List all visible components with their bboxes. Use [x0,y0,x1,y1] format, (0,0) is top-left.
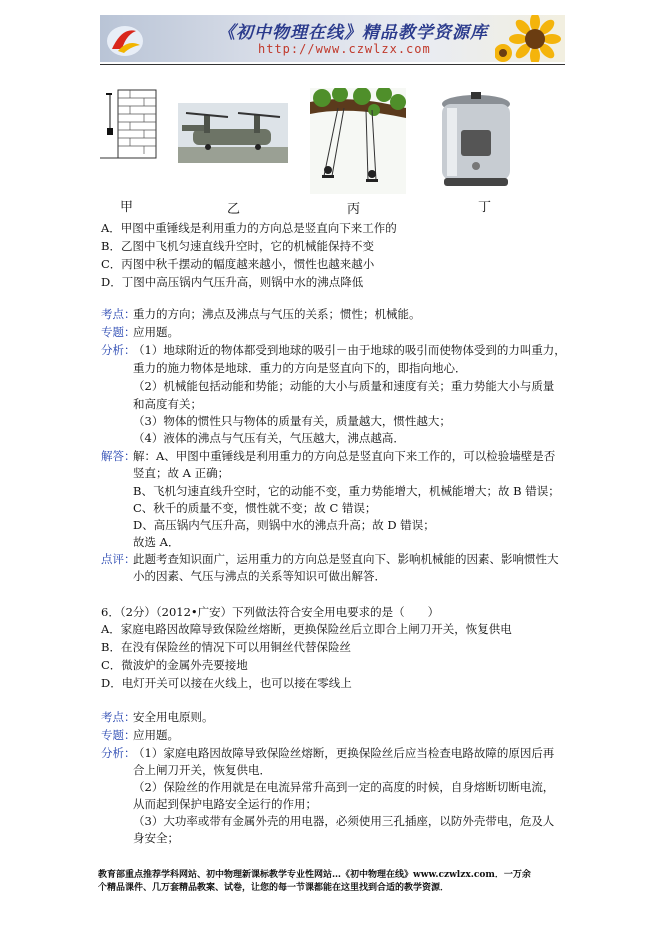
q6-stem: 6．（2分）（2012•广安）下列做法符合安全用电要求的是（ ） [101,605,440,619]
q6-fenxi-line: 身安全； [133,831,179,845]
q6-zhuanti-text: 应用题。 [133,728,179,742]
figure-label-yi: 乙 [227,202,241,217]
q5-fenxi-line: （4）液体的沸点与气压有关，气压越大，沸点越高． [133,431,405,445]
q6-fenxi-line: （1）家庭电路因故障导致保险丝熔断，更换保险丝后应当检查电路故障的原因后再 [133,746,555,760]
site-logo-icon [104,19,146,59]
q5-jieda-label: 解答： [101,449,136,463]
q5-option-d: D．丁图中高压锅内气压升高，则锅中水的沸点降低 [101,275,364,289]
q6-zhuanti-label: 专题： [101,728,136,742]
figure-pressure-cooker [435,90,517,190]
q6-fenxi-line: 从而起到保护电路安全运行的作用； [133,797,317,811]
q5-zhuanti-text: 应用题。 [133,325,179,339]
banner-url[interactable]: http://www.czwlzx.com [258,42,431,56]
q5-fenxi-line: （1）地球附近的物体都受到地球的吸引－由于地球的吸引而使物体受到的力叫重力， [133,343,566,357]
q5-zhuanti-label: 专题： [101,325,136,339]
q5-fenxi-label: 分析： [101,343,136,357]
q5-fenxi-line: 重力的施力物体是地球．重力的方向是竖直向下的，即指向地心． [133,361,467,375]
q5-jieda-line: C、秋千的质量不变，惯性就不变；故 C 错误； [133,501,377,515]
q5-jieda-line: 竖直；故 A 正确； [133,466,230,480]
footer-line-1: 教育部重点推荐学科网站、初中物理新课标教学专业性网站…《初中物理在线》www.czwlzx.com．一万余 [98,870,531,880]
q6-kaodian-text: 安全用电原则。 [133,710,214,724]
q6-kaodian-label: 考点： [101,710,136,724]
q5-fenxi-line: 和高度有关； [133,397,202,411]
q5-option-a: A．甲图中重锤线是利用重力的方向总是竖直向下来工作的 [101,221,397,235]
figure-swing [310,88,406,194]
site-banner [100,15,565,62]
q5-jieda-line: 解：A、甲图中重锤线是利用重力的方向总是竖直向下来工作的，可以检验墙壁是否 [133,449,556,463]
banner-divider [100,64,565,65]
sunflower-icon [495,15,565,62]
q5-option-b: B．乙图中飞机匀速直线升空时，它的机械能保持不变 [101,239,374,253]
q6-option-b: B．在没有保险丝的情况下可以用铜丝代替保险丝 [101,640,351,654]
q6-option-a: A．家庭电路因故障导致保险丝熔断，更换保险丝后立即合上闸刀开关，恢复供电 [101,622,512,636]
q6-fenxi-line: 合上闸刀开关，恢复供电． [133,763,271,777]
q5-option-c: C．丙图中秋千摆动的幅度越来越小，惯性也越来越小 [101,257,375,271]
q5-kaodian-text: 重力的方向；沸点及沸点与气压的关系；惯性；机械能。 [133,307,421,321]
q6-fenxi-line: （2）保险丝的作用就是在电流异常升高到一定的高度的时候，自身熔断切断电流， [133,780,555,794]
q5-kaodian-label: 考点： [101,307,136,321]
banner-title: 《初中物理在线》精品教学资源库 [218,23,488,43]
q5-dianping-line: 此题考查知识面广，运用重力的方向总是竖直向下、影响机械能的因素、影响惯性大 [133,552,559,566]
figure-label-ding: 丁 [478,200,492,215]
figure-label-bing: 丙 [347,202,361,217]
q5-fenxi-line: （3）物体的惯性只与物体的质量有关，质量越大，惯性越大； [133,414,451,428]
figure-tiltrotor-aircraft [178,103,288,163]
figure-label-jia: 甲 [120,200,134,215]
q5-dianping-label: 点评： [101,552,136,566]
q6-fenxi-line: （3）大功率或带有金属外壳的用电器，必须使用三孔插座，以防外壳带电，危及人 [133,814,555,828]
footer-line-2: 个精品课件、几万套精品教案、试卷，让您的每一节课都能在这里找到合适的教学资源． [98,883,450,893]
q5-jieda-line: D、高压锅内气压升高，则锅中水的沸点升高；故 D 错误； [133,518,435,532]
q6-fenxi-label: 分析： [101,746,136,760]
q5-jieda-line: 故选 A． [133,535,180,549]
q5-dianping-line: 小的因素、气压与沸点的关系等知识可做出解答． [133,569,386,583]
q6-option-d: D．电灯开关可以接在火线上，也可以接在零线上 [101,676,352,690]
q5-jieda-line: B、飞机匀速直线升空时，它的动能不变，重力势能增大，机械能增大；故 B 错误； [133,484,560,498]
q5-fenxi-line: （2）机械能包括动能和势能；动能的大小与质量和速度有关；重力势能大小与质量 [133,379,555,393]
q6-option-c: C．微波炉的金属外壳要接地 [101,658,248,672]
figure-plumb-line-wall [100,88,160,160]
